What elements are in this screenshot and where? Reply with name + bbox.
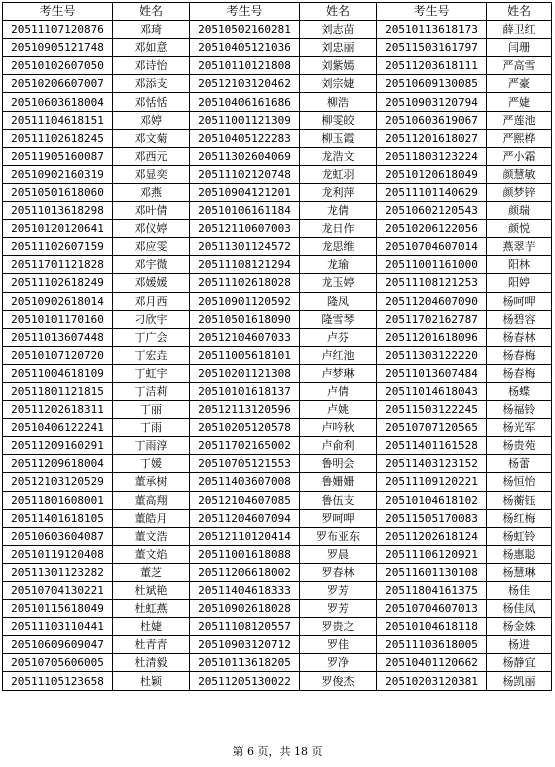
exam-id-cell: 20511206618002 xyxy=(190,563,300,581)
col-header-exam-id: 考生号 xyxy=(190,3,300,21)
name-cell: 柳浩 xyxy=(300,93,377,111)
exam-id-cell: 20510401120662 xyxy=(377,654,487,672)
name-cell: 杜虹燕 xyxy=(113,600,190,618)
name-cell: 龙虹羽 xyxy=(300,165,377,183)
exam-id-cell: 20511103110441 xyxy=(3,618,113,636)
name-cell: 丁广会 xyxy=(113,328,190,346)
name-cell: 邓恬恬 xyxy=(113,93,190,111)
name-cell: 邓燕 xyxy=(113,183,190,201)
exam-id-cell: 20510101170160 xyxy=(3,310,113,328)
name-cell: 阳林 xyxy=(487,256,552,274)
exam-id-cell: 20511103618005 xyxy=(377,636,487,654)
exam-id-cell: 20511201618027 xyxy=(377,129,487,147)
exam-id-cell: 20510206607007 xyxy=(3,75,113,93)
exam-id-cell: 20510707120565 xyxy=(377,419,487,437)
name-cell: 闫珊 xyxy=(487,39,552,57)
exam-id-cell: 20512110120414 xyxy=(190,527,300,545)
name-cell: 董承树 xyxy=(113,473,190,491)
name-cell: 严小霜 xyxy=(487,147,552,165)
name-cell: 邓显奕 xyxy=(113,165,190,183)
table-row xyxy=(3,509,552,527)
name-cell: 严莲池 xyxy=(487,111,552,129)
name-cell: 丁媛 xyxy=(113,455,190,473)
col-header-exam-id: 考生号 xyxy=(377,3,487,21)
name-cell: 杨春梅 xyxy=(487,364,552,382)
exam-id-cell: 20510104618118 xyxy=(377,618,487,636)
name-cell: 邓文菊 xyxy=(113,129,190,147)
name-cell: 颜悦 xyxy=(487,220,552,238)
exam-id-cell: 20510609130085 xyxy=(377,75,487,93)
name-cell: 罗净 xyxy=(300,654,377,672)
exam-id-cell: 20510406161686 xyxy=(190,93,300,111)
name-cell: 罗春林 xyxy=(300,563,377,581)
exam-id-cell: 20511503161797 xyxy=(377,39,487,57)
table-row xyxy=(3,473,552,491)
name-cell: 罗呵呷 xyxy=(300,509,377,527)
exam-id-cell: 20511205130022 xyxy=(190,672,300,690)
exam-id-cell: 20511301124572 xyxy=(190,238,300,256)
exam-id-cell: 20511109120221 xyxy=(377,473,487,491)
table-row xyxy=(3,600,552,618)
name-cell: 杜清毅 xyxy=(113,654,190,672)
name-cell: 罗芳 xyxy=(300,600,377,618)
name-cell: 邓琦 xyxy=(113,21,190,39)
exam-id-cell: 20511102618028 xyxy=(190,274,300,292)
exam-id-cell: 20510902618028 xyxy=(190,600,300,618)
exam-id-cell: 20511702162787 xyxy=(377,310,487,328)
name-cell: 刘忠丽 xyxy=(300,39,377,57)
exam-id-cell: 20511801121815 xyxy=(3,382,113,400)
exam-id-cell: 20511013607448 xyxy=(3,328,113,346)
exam-id-cell: 20511404618333 xyxy=(190,582,300,600)
table-row xyxy=(3,21,552,39)
exam-id-cell: 20511102607159 xyxy=(3,238,113,256)
table-row xyxy=(3,202,552,220)
exam-id-cell: 20511301123282 xyxy=(3,563,113,581)
name-cell: 卢俞利 xyxy=(300,437,377,455)
exam-id-cell: 20510119120408 xyxy=(3,545,113,563)
table-row xyxy=(3,545,552,563)
exam-id-cell: 20510704607013 xyxy=(377,600,487,618)
exam-id-cell: 20510405122283 xyxy=(190,129,300,147)
table-row xyxy=(3,364,552,382)
exam-id-cell: 20511001618088 xyxy=(190,545,300,563)
exam-id-cell: 20512113120596 xyxy=(190,401,300,419)
name-cell: 刘紫嫣 xyxy=(300,57,377,75)
name-cell: 刁欣宇 xyxy=(113,310,190,328)
name-cell: 颜瑞 xyxy=(487,202,552,220)
col-header-name: 姓名 xyxy=(487,3,552,21)
exam-id-cell: 20510705121553 xyxy=(190,455,300,473)
name-cell: 杨虹铃 xyxy=(487,527,552,545)
table-row xyxy=(3,437,552,455)
name-cell: 隆雪琴 xyxy=(300,310,377,328)
name-cell: 罗佳 xyxy=(300,636,377,654)
name-cell: 刘宗婕 xyxy=(300,75,377,93)
name-cell: 龙思维 xyxy=(300,238,377,256)
exam-id-cell: 20510705606005 xyxy=(3,654,113,672)
table-row xyxy=(3,165,552,183)
exam-id-cell: 20510113618173 xyxy=(377,21,487,39)
exam-id-cell: 20510904121201 xyxy=(190,183,300,201)
exam-id-cell: 20512104607085 xyxy=(190,491,300,509)
exam-id-cell: 20510603619067 xyxy=(377,111,487,129)
name-cell: 杨呵呷 xyxy=(487,292,552,310)
name-cell: 丁虹宇 xyxy=(113,364,190,382)
name-cell: 龙日作 xyxy=(300,220,377,238)
name-cell: 鲁伍支 xyxy=(300,491,377,509)
table-row xyxy=(3,183,552,201)
name-cell: 卢吟秋 xyxy=(300,419,377,437)
exam-id-cell: 20511803123224 xyxy=(377,147,487,165)
name-cell: 龙浩文 xyxy=(300,147,377,165)
name-cell: 杨惠聪 xyxy=(487,545,552,563)
name-cell: 邓添支 xyxy=(113,75,190,93)
name-cell: 杨蝶 xyxy=(487,382,552,400)
exam-id-cell: 20511102120748 xyxy=(190,165,300,183)
name-cell: 杨蕾 xyxy=(487,455,552,473)
name-cell: 丁雨淳 xyxy=(113,437,190,455)
exam-id-cell: 20510602120543 xyxy=(377,202,487,220)
name-cell: 严高雪 xyxy=(487,57,552,75)
name-cell: 邓婷 xyxy=(113,111,190,129)
name-cell: 杨佳凤 xyxy=(487,600,552,618)
name-cell: 邓仪婷 xyxy=(113,220,190,238)
name-cell: 丁丽 xyxy=(113,401,190,419)
exam-id-cell: 20510902618014 xyxy=(3,292,113,310)
exam-id-cell: 20510201121308 xyxy=(190,364,300,382)
exam-id-cell: 20511108121294 xyxy=(190,256,300,274)
exam-id-cell: 20511701121828 xyxy=(3,256,113,274)
name-cell: 杨春梅 xyxy=(487,346,552,364)
name-cell: 鲁姗姗 xyxy=(300,473,377,491)
name-cell: 邓西元 xyxy=(113,147,190,165)
exam-id-cell: 20510603618004 xyxy=(3,93,113,111)
name-cell: 卢芬 xyxy=(300,328,377,346)
exam-id-cell: 20510501618060 xyxy=(3,183,113,201)
exam-id-cell: 20510603604087 xyxy=(3,527,113,545)
col-header-name: 姓名 xyxy=(113,3,190,21)
name-cell: 龙倩 xyxy=(300,202,377,220)
name-cell: 龙瑜 xyxy=(300,256,377,274)
name-cell: 严熙桦 xyxy=(487,129,552,147)
name-cell: 卢梦琳 xyxy=(300,364,377,382)
exam-id-cell: 20510120618049 xyxy=(377,165,487,183)
exam-id-cell: 20510120120641 xyxy=(3,220,113,238)
exam-id-cell: 20511104618151 xyxy=(3,111,113,129)
table-row xyxy=(3,382,552,400)
table-row xyxy=(3,491,552,509)
exam-id-cell: 20510106161184 xyxy=(190,202,300,220)
exam-id-cell: 20510501618090 xyxy=(190,310,300,328)
exam-id-cell: 20511105123658 xyxy=(3,672,113,690)
table-row xyxy=(3,455,552,473)
name-cell: 董文浩 xyxy=(113,527,190,545)
exam-id-cell: 20511804161375 xyxy=(377,582,487,600)
exam-id-cell: 20510203120381 xyxy=(377,672,487,690)
exam-id-cell: 20511102618245 xyxy=(3,129,113,147)
name-cell: 罗芳 xyxy=(300,582,377,600)
exam-id-cell: 20511601130108 xyxy=(377,563,487,581)
col-header-exam-id: 考生号 xyxy=(3,3,113,21)
name-cell: 丁宏垚 xyxy=(113,346,190,364)
exam-id-cell: 20511905160087 xyxy=(3,147,113,165)
table-row xyxy=(3,256,552,274)
table-row xyxy=(3,346,552,364)
exam-id-cell: 20511201618096 xyxy=(377,328,487,346)
header-row xyxy=(3,3,552,21)
name-cell: 卢姚 xyxy=(300,401,377,419)
exam-id-cell: 20510107120720 xyxy=(3,346,113,364)
exam-id-cell: 20511503122245 xyxy=(377,401,487,419)
table-row xyxy=(3,401,552,419)
name-cell: 董高翔 xyxy=(113,491,190,509)
name-cell: 董芝 xyxy=(113,563,190,581)
name-cell: 杨佳 xyxy=(487,582,552,600)
name-cell: 杨慧琳 xyxy=(487,563,552,581)
exam-id-cell: 20511202618311 xyxy=(3,401,113,419)
name-cell: 杜斌艳 xyxy=(113,582,190,600)
name-cell: 杨静宜 xyxy=(487,654,552,672)
name-cell: 邓诗怡 xyxy=(113,57,190,75)
table-row xyxy=(3,618,552,636)
name-cell: 颜梦锌 xyxy=(487,183,552,201)
exam-id-cell: 20511302604069 xyxy=(190,147,300,165)
name-cell: 罗布亚东 xyxy=(300,527,377,545)
exam-id-cell: 20511106120921 xyxy=(377,545,487,563)
exam-id-cell: 20510102607050 xyxy=(3,57,113,75)
exam-id-cell: 20510903120794 xyxy=(377,93,487,111)
table-row xyxy=(3,672,552,690)
table-row xyxy=(3,129,552,147)
table-row xyxy=(3,292,552,310)
roster-table xyxy=(2,2,552,691)
table-row xyxy=(3,147,552,165)
exam-id-cell: 20511108121253 xyxy=(377,274,487,292)
exam-id-cell: 20511204607094 xyxy=(190,509,300,527)
exam-id-cell: 20511202618124 xyxy=(377,527,487,545)
table-row xyxy=(3,527,552,545)
table-row xyxy=(3,274,552,292)
col-header-name: 姓名 xyxy=(300,3,377,21)
exam-id-cell: 20512103120462 xyxy=(190,75,300,93)
exam-id-cell: 20510115618049 xyxy=(3,600,113,618)
table-row xyxy=(3,654,552,672)
exam-id-cell: 20511203618111 xyxy=(377,57,487,75)
exam-id-cell: 20510110121808 xyxy=(190,57,300,75)
table-row xyxy=(3,75,552,93)
name-cell: 邓叶倩 xyxy=(113,202,190,220)
name-cell: 杨光军 xyxy=(487,419,552,437)
name-cell: 杨福铃 xyxy=(487,401,552,419)
name-cell: 邓月西 xyxy=(113,292,190,310)
exam-id-cell: 20510704607014 xyxy=(377,238,487,256)
exam-id-cell: 20511108120557 xyxy=(190,618,300,636)
name-cell: 杨蘅钰 xyxy=(487,491,552,509)
table-row xyxy=(3,636,552,654)
name-cell: 罗晨 xyxy=(300,545,377,563)
name-cell: 罗贵之 xyxy=(300,618,377,636)
exam-id-cell: 20512104607033 xyxy=(190,328,300,346)
name-cell: 罗俊杰 xyxy=(300,672,377,690)
exam-id-cell: 20511403607008 xyxy=(190,473,300,491)
name-cell: 龙利萍 xyxy=(300,183,377,201)
table-row xyxy=(3,57,552,75)
name-cell: 董文焰 xyxy=(113,545,190,563)
exam-id-cell: 20510902160319 xyxy=(3,165,113,183)
exam-id-cell: 20510901120592 xyxy=(190,292,300,310)
exam-id-cell: 20511001161000 xyxy=(377,256,487,274)
name-cell: 杜颖 xyxy=(113,672,190,690)
name-cell: 杨春林 xyxy=(487,328,552,346)
table-row xyxy=(3,93,552,111)
exam-id-cell: 20511401161528 xyxy=(377,437,487,455)
name-cell: 杨进 xyxy=(487,636,552,654)
name-cell: 邓宇微 xyxy=(113,256,190,274)
exam-id-cell: 20510502160281 xyxy=(190,21,300,39)
exam-id-cell: 20511303122220 xyxy=(377,346,487,364)
exam-id-cell: 20511401618105 xyxy=(3,509,113,527)
exam-id-cell: 20512110607003 xyxy=(190,220,300,238)
exam-id-cell: 20511004618109 xyxy=(3,364,113,382)
exam-id-cell: 20510905121748 xyxy=(3,39,113,57)
exam-id-cell: 20511001121309 xyxy=(190,111,300,129)
exam-id-cell: 20511702165002 xyxy=(190,437,300,455)
name-cell: 隆凤 xyxy=(300,292,377,310)
table-row xyxy=(3,238,552,256)
name-cell: 燕翠芋 xyxy=(487,238,552,256)
name-cell: 薛卫红 xyxy=(487,21,552,39)
name-cell: 杨恒怡 xyxy=(487,473,552,491)
exam-id-cell: 20511107120876 xyxy=(3,21,113,39)
exam-id-cell: 20511102618249 xyxy=(3,274,113,292)
name-cell: 严豪 xyxy=(487,75,552,93)
name-cell: 杨红梅 xyxy=(487,509,552,527)
table-row xyxy=(3,582,552,600)
name-cell: 杨碧容 xyxy=(487,310,552,328)
name-cell: 鲁明会 xyxy=(300,455,377,473)
name-cell: 邓媛媛 xyxy=(113,274,190,292)
name-cell: 柳雯皎 xyxy=(300,111,377,129)
name-cell: 邓如意 xyxy=(113,39,190,57)
exam-id-cell: 20511101140629 xyxy=(377,183,487,201)
table-row xyxy=(3,111,552,129)
exam-id-cell: 20510903120712 xyxy=(190,636,300,654)
name-cell: 杜青青 xyxy=(113,636,190,654)
page-footer: 第 6 页，共 18 页 xyxy=(232,745,323,758)
exam-id-cell: 20511005618101 xyxy=(190,346,300,364)
name-cell: 杨金姝 xyxy=(487,618,552,636)
exam-id-cell: 20511013618298 xyxy=(3,202,113,220)
name-cell: 刘志苗 xyxy=(300,21,377,39)
exam-id-cell: 20511505170083 xyxy=(377,509,487,527)
name-cell: 卢倩 xyxy=(300,382,377,400)
table-row xyxy=(3,220,552,238)
name-cell: 严婕 xyxy=(487,93,552,111)
exam-id-cell: 20511403123152 xyxy=(377,455,487,473)
exam-id-cell: 20511013607484 xyxy=(377,364,487,382)
name-cell: 柳玉霞 xyxy=(300,129,377,147)
exam-id-cell: 20511801608001 xyxy=(3,491,113,509)
exam-id-cell: 20510101618137 xyxy=(190,382,300,400)
exam-id-cell: 20510113618205 xyxy=(190,654,300,672)
exam-id-cell: 20510609609047 xyxy=(3,636,113,654)
name-cell: 丁雨 xyxy=(113,419,190,437)
name-cell: 杜婕 xyxy=(113,618,190,636)
exam-id-cell: 20512103120529 xyxy=(3,473,113,491)
exam-id-cell: 20510405121036 xyxy=(190,39,300,57)
exam-id-cell: 20511209618004 xyxy=(3,455,113,473)
name-cell: 杨凯丽 xyxy=(487,672,552,690)
name-cell: 龙玉婷 xyxy=(300,274,377,292)
exam-id-cell: 20510704130221 xyxy=(3,582,113,600)
name-cell: 杨贵苑 xyxy=(487,437,552,455)
exam-id-cell: 20511014618043 xyxy=(377,382,487,400)
exam-id-cell: 20510406122241 xyxy=(3,419,113,437)
exam-id-cell: 20511204607090 xyxy=(377,292,487,310)
exam-id-cell: 20510206122056 xyxy=(377,220,487,238)
exam-id-cell: 20511209160291 xyxy=(3,437,113,455)
exam-id-cell: 20510205120578 xyxy=(190,419,300,437)
name-cell: 颜慧敏 xyxy=(487,165,552,183)
name-cell: 丁洁莉 xyxy=(113,382,190,400)
table-row xyxy=(3,419,552,437)
name-cell: 卢红池 xyxy=(300,346,377,364)
table-row xyxy=(3,39,552,57)
table-row xyxy=(3,563,552,581)
roster-body xyxy=(3,21,552,690)
exam-id-cell: 20510104618102 xyxy=(377,491,487,509)
name-cell: 阳婷 xyxy=(487,274,552,292)
name-cell: 董皓月 xyxy=(113,509,190,527)
name-cell: 邓应雯 xyxy=(113,238,190,256)
table-row xyxy=(3,328,552,346)
table-row xyxy=(3,310,552,328)
